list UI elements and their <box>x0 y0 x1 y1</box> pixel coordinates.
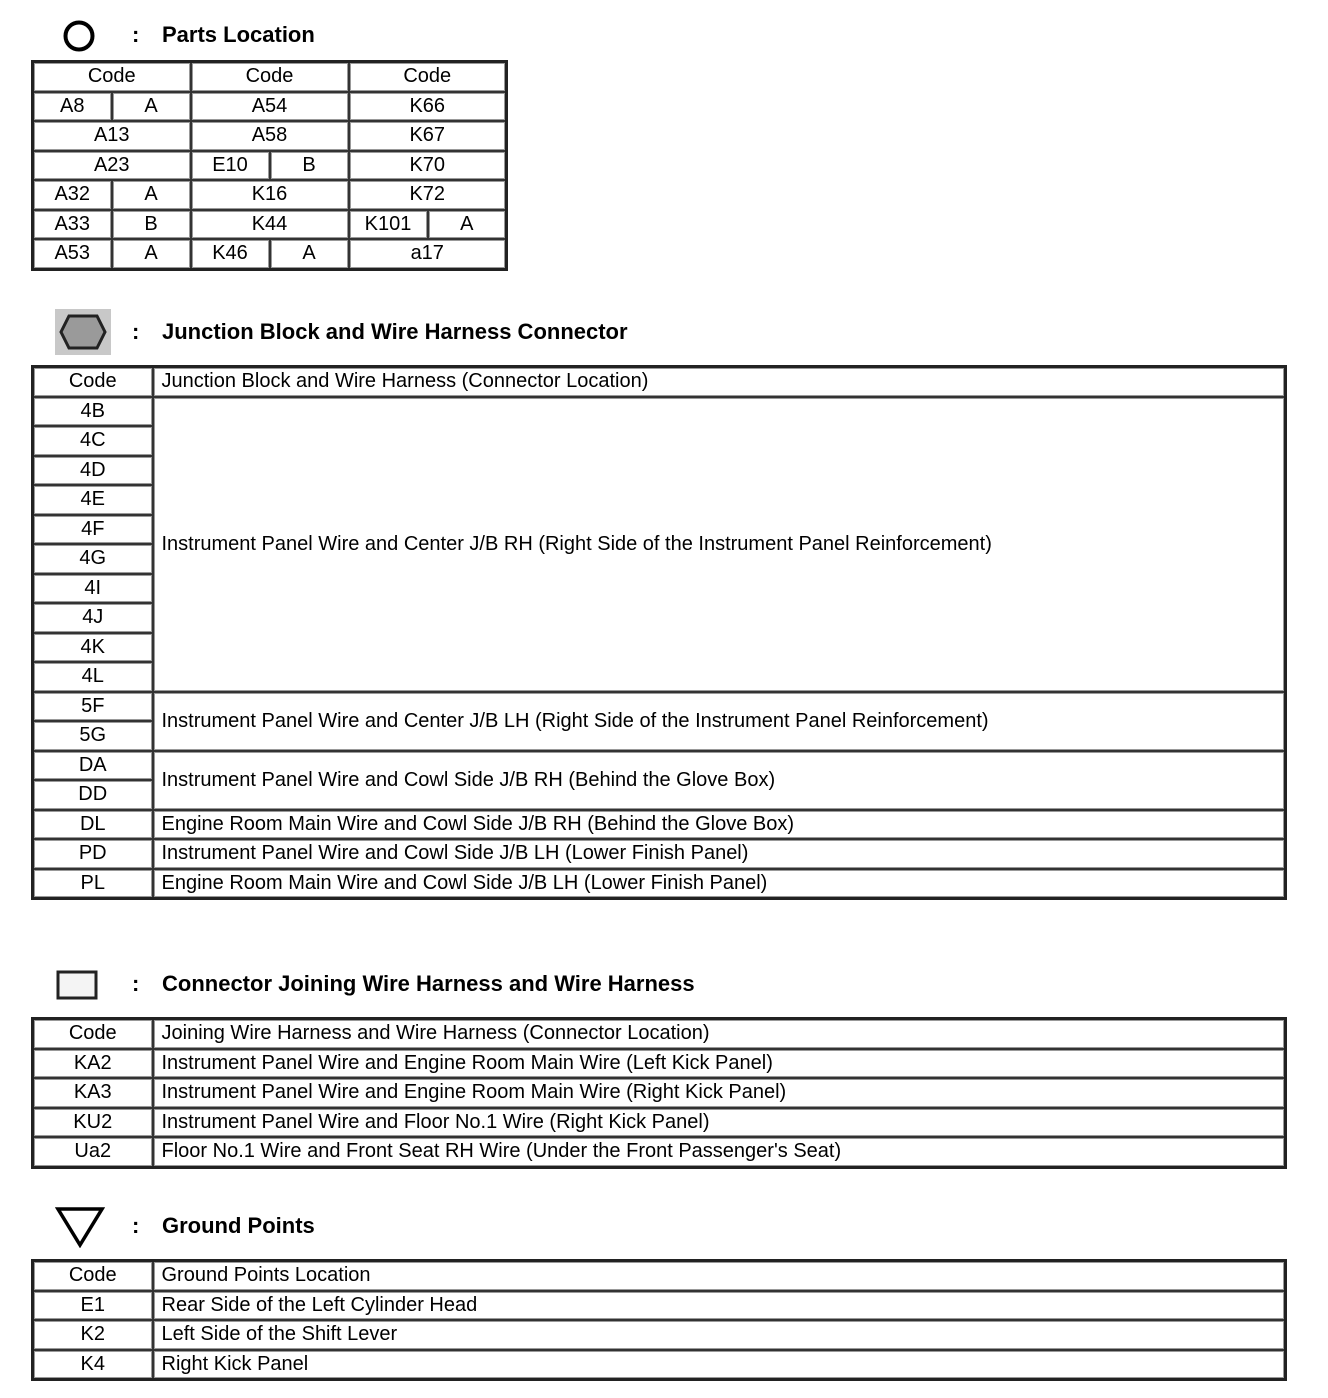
description-cell: Floor No.1 Wire and Front Seat RH Wire (Under the Front Passenger's Seat) <box>153 1137 1286 1167</box>
hexagon-icon <box>55 309 111 360</box>
code-suffix-cell: B <box>270 151 349 181</box>
description-cell: Left Side of the Shift Lever <box>153 1320 1286 1350</box>
table-row <box>33 1078 1286 1108</box>
code-cell: A13 <box>33 121 191 151</box>
column-header: Ground Points Location <box>153 1261 1286 1291</box>
code-cell: DL <box>33 810 153 840</box>
code-cell: 4I <box>33 574 153 604</box>
code-cell: 4B <box>33 397 153 427</box>
table-row <box>33 239 507 269</box>
description-cell: Instrument Panel Wire and Engine Room Main Wire (Right Kick Panel) <box>153 1078 1286 1108</box>
code-suffix-cell: A <box>112 239 191 269</box>
code-cell: K2 <box>33 1320 153 1350</box>
table-row <box>33 210 507 240</box>
code-suffix-cell: A <box>270 239 349 269</box>
table-row <box>33 810 1286 840</box>
table-header-row <box>33 367 1286 397</box>
table-row <box>33 692 1286 722</box>
code-cell: 4G <box>33 544 153 574</box>
code-cell: 4D <box>33 456 153 486</box>
table-row <box>33 1320 1286 1350</box>
section-title: Junction Block and Wire Harness Connector <box>162 319 628 344</box>
code-cell: K44 <box>191 210 349 240</box>
code-cell: PD <box>33 839 153 869</box>
code-cell: 4J <box>33 603 153 633</box>
code-cell: a17 <box>349 239 507 269</box>
code-cell: PL <box>33 869 153 899</box>
description-cell: Right Kick Panel <box>153 1350 1286 1380</box>
rectangle-icon <box>56 970 98 1005</box>
table-row <box>33 151 507 181</box>
code-cell: 4F <box>33 515 153 545</box>
code-cell: K72 <box>349 180 507 210</box>
code-cell: A23 <box>33 151 191 181</box>
code-cell: 4K <box>33 633 153 663</box>
code-cell: Ua2 <box>33 1137 153 1167</box>
table-header-row <box>33 62 507 92</box>
code-cell: K67 <box>349 121 507 151</box>
table-row <box>33 1291 1286 1321</box>
code-cell: A8 <box>33 92 112 122</box>
table-header-row <box>33 1019 1286 1049</box>
code-cell: 5G <box>33 721 153 751</box>
code-cell: K70 <box>349 151 507 181</box>
table-row <box>33 121 507 151</box>
column-header: Code <box>33 1019 153 1049</box>
code-cell: KU2 <box>33 1108 153 1138</box>
code-cell: K16 <box>191 180 349 210</box>
table-row <box>33 92 507 122</box>
column-header: Junction Block and Wire Harness (Connector Location) <box>153 367 1286 397</box>
ground-points-table <box>31 1259 1287 1381</box>
description-cell: Instrument Panel Wire and Floor No.1 Wire (Right Kick Panel) <box>153 1108 1286 1138</box>
code-cell: 5F <box>33 692 153 722</box>
ground-points-heading <box>0 1206 600 1246</box>
code-cell: K66 <box>349 92 507 122</box>
description-cell: Instrument Panel Wire and Center J/B LH (Right Side of the Instrument Panel Reinforcement) <box>153 692 1286 751</box>
code-cell: 4L <box>33 662 153 692</box>
code-cell: KA3 <box>33 1078 153 1108</box>
code-suffix-cell: A <box>112 180 191 210</box>
table-row <box>33 839 1286 869</box>
description-cell: Instrument Panel Wire and Engine Room Main Wire (Left Kick Panel) <box>153 1049 1286 1079</box>
table-row <box>33 1049 1286 1079</box>
section-title: Connector Joining Wire Harness and Wire Harness <box>162 971 695 996</box>
code-cell: A53 <box>33 239 112 269</box>
parts-location-table <box>31 60 508 271</box>
code-cell: DA <box>33 751 153 781</box>
table-row <box>33 751 1286 781</box>
description-cell: Instrument Panel Wire and Center J/B RH (Right Side of the Instrument Panel Reinforcement) <box>153 397 1286 692</box>
description-cell: Engine Room Main Wire and Cowl Side J/B RH (Behind the Glove Box) <box>153 810 1286 840</box>
section-title: Parts Location <box>162 22 315 47</box>
column-header: Code <box>349 62 507 92</box>
code-cell: E10 <box>191 151 270 181</box>
table-row <box>33 869 1286 899</box>
code-cell: K46 <box>191 239 270 269</box>
connector-joining-table <box>31 1017 1287 1169</box>
table-row <box>33 1108 1286 1138</box>
connector-joining-heading <box>0 964 900 1004</box>
code-cell: 4C <box>33 426 153 456</box>
heading-colon: : <box>132 319 140 344</box>
code-cell: E1 <box>33 1291 153 1321</box>
code-suffix-cell: B <box>112 210 191 240</box>
column-header: Code <box>33 1261 153 1291</box>
table-row <box>33 1137 1286 1167</box>
junction-block-heading <box>0 312 900 352</box>
table-header-row <box>33 1261 1286 1291</box>
description-cell: Instrument Panel Wire and Cowl Side J/B LH (Lower Finish Panel) <box>153 839 1286 869</box>
table-row <box>33 180 507 210</box>
heading-colon: : <box>132 971 140 996</box>
circle-icon <box>62 19 96 58</box>
column-header: Joining Wire Harness and Wire Harness (Connector Location) <box>153 1019 1286 1049</box>
code-cell: K4 <box>33 1350 153 1380</box>
code-cell: KA2 <box>33 1049 153 1079</box>
column-header: Code <box>191 62 349 92</box>
code-suffix-cell: A <box>112 92 191 122</box>
description-cell: Rear Side of the Left Cylinder Head <box>153 1291 1286 1321</box>
code-cell: A54 <box>191 92 349 122</box>
heading-colon: : <box>132 1213 140 1238</box>
code-cell: K101 <box>349 210 428 240</box>
column-header: Code <box>33 62 191 92</box>
section-title: Ground Points <box>162 1213 315 1238</box>
junction-block-table <box>31 365 1287 900</box>
code-cell: A32 <box>33 180 112 210</box>
description-cell: Engine Room Main Wire and Cowl Side J/B LH (Lower Finish Panel) <box>153 869 1286 899</box>
heading-colon: : <box>132 22 140 47</box>
table-row <box>33 397 1286 427</box>
parts-location-heading <box>0 15 600 55</box>
code-cell: A33 <box>33 210 112 240</box>
code-cell: DD <box>33 780 153 810</box>
table-row <box>33 1350 1286 1380</box>
code-cell: 4E <box>33 485 153 515</box>
column-header: Code <box>33 367 153 397</box>
code-suffix-cell: A <box>428 210 507 240</box>
description-cell: Instrument Panel Wire and Cowl Side J/B RH (Behind the Glove Box) <box>153 751 1286 810</box>
triangle-down-icon <box>55 1206 105 1253</box>
code-cell: A58 <box>191 121 349 151</box>
